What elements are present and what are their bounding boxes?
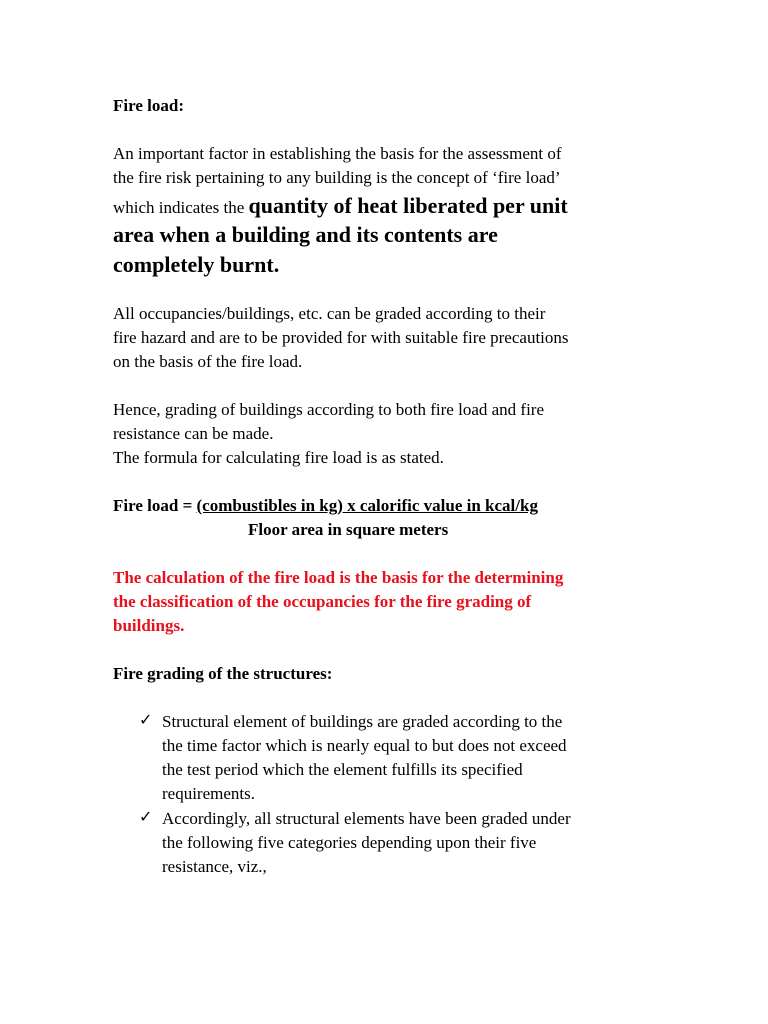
bullet2-line1: Accordingly, all structural elements have been graded under: [162, 809, 571, 828]
formula-numerator: (combustibles in kg) x calorific value in kcal/kg: [196, 496, 538, 515]
red-note-line2: the classification of the occupancies for the fire grading of: [113, 592, 532, 611]
bullet1-line4: requirements.: [162, 784, 255, 803]
formula-denominator: Floor area in square meters: [248, 520, 449, 539]
para1-line2: the fire risk pertaining to any building is the concept of ‘fire load’: [113, 168, 561, 187]
para1-line3: [113, 195, 568, 217]
bullet2-line2: the following five categories depending upon their five: [162, 833, 537, 852]
para2-line3: on the basis of the fire load.: [113, 352, 303, 371]
formula-label: Fire load =: [113, 496, 197, 515]
para1-line1: An important factor in establishing the basis for the assessment of: [113, 144, 562, 163]
bullet2-line3: resistance, viz.,: [162, 857, 267, 876]
para1-line4-emphasis: area when a building and its contents are: [113, 222, 498, 247]
bullet1-line3: the test period which the element fulfills its specified: [162, 760, 523, 779]
heading-fire-load: Fire load:: [113, 96, 184, 115]
para2-line1: All occupancies/buildings, etc. can be graded according to their: [113, 304, 546, 323]
para1-line3-small: which indicates the: [113, 198, 249, 217]
para3-line2: resistance can be made.: [113, 424, 274, 443]
checkmark-icon: ✓: [139, 710, 153, 729]
red-note-line3: buildings.: [113, 616, 185, 635]
para1-line3-emphasis: quantity of heat liberated per unit: [248, 193, 568, 218]
para1-line5-emphasis: completely burnt.: [113, 252, 280, 277]
para2-line2: fire hazard and are to be provided for with suitable fire precautions: [113, 328, 569, 347]
checkmark-icon: ✓: [139, 807, 153, 826]
formula-numerator-line: [113, 497, 538, 514]
para3-line1: Hence, grading of buildings according to both fire load and fire: [113, 400, 545, 419]
red-note-line1: The calculation of the fire load is the basis for the determining: [113, 568, 564, 587]
bullet1-line1: Structural element of buildings are graded according to the: [162, 712, 563, 731]
bullet1-line2: the time factor which is nearly equal to but does not exceed: [162, 736, 567, 755]
heading-fire-grading: Fire grading of the structures:: [113, 664, 333, 683]
para3-line3: The formula for calculating fire load is as stated.: [113, 448, 444, 467]
